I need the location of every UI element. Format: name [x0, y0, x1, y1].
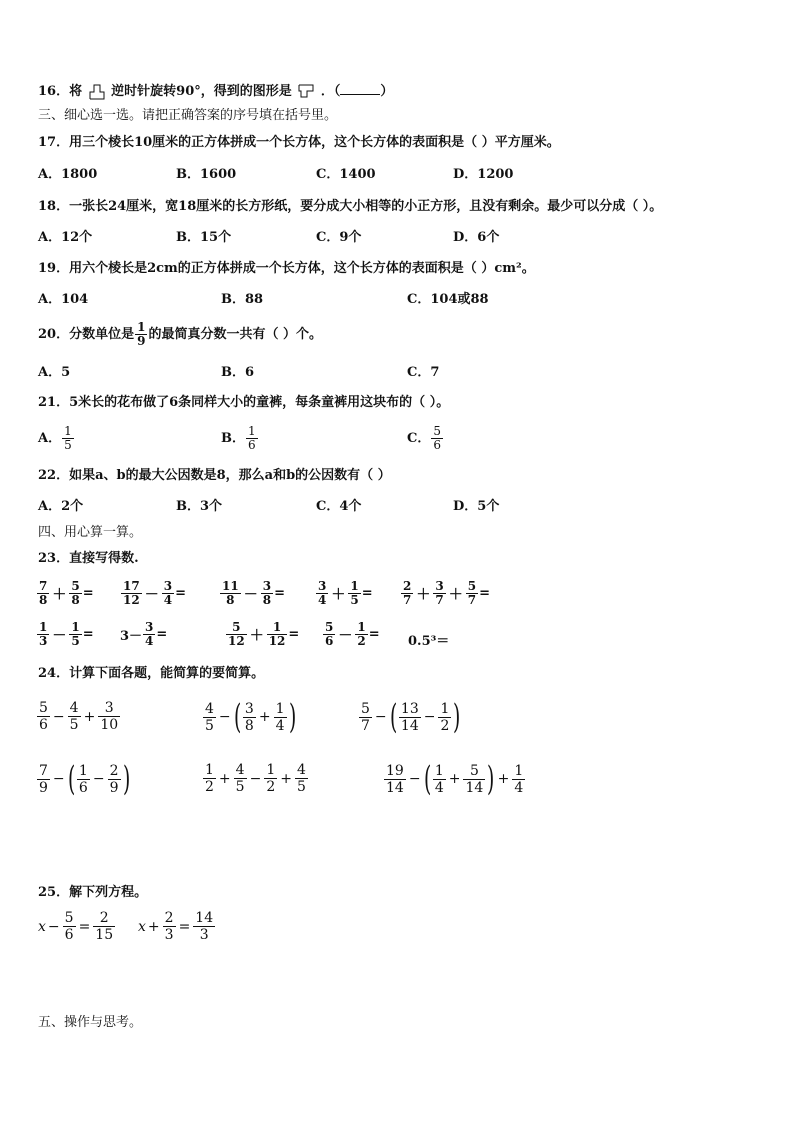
q19-option-a[interactable]: A．104 [38, 292, 89, 307]
q23-expr-3: 11 8 － $\frac{3}{8}$ = [222, 579, 285, 607]
fraction-1-9: $\frac{1}{9}$ [137, 320, 146, 348]
q25-equation-1: x − $\frac{5}{6}$ = $\frac{2}{15}$ [38, 910, 114, 943]
q20-option-a[interactable]: A．5 [38, 365, 71, 380]
section-4-title: 四、用心算一算。 [38, 525, 143, 540]
question-20-stem: 20．分数单位是 $\frac{1}{9}$ 的最简真分数一共有（ ）个。 [38, 320, 322, 348]
q17-option-b[interactable]: B．1600 [176, 167, 237, 182]
q24-expr-2: 4 5 − ( 3 8 + $\frac{1}{4}$ ) [205, 697, 296, 737]
question-17-stem: 17．用三个棱长10厘米的正方体拼成一个长方体，这个长方体的表面积是（ ）平方厘米。 [38, 135, 560, 150]
question-23-stem: 23．直接写得数. [38, 551, 139, 566]
q23-expr-1: 7 8 ＋ $\frac{5}{8}$ = [39, 579, 94, 607]
q23-expr-8: 5 12 ＋ $\frac{1}{12}$ = [228, 620, 300, 648]
q22-option-d[interactable]: D．5个 [453, 499, 500, 514]
q23-expr-9: 5 6 － $\frac{1}{2}$ = [325, 620, 380, 648]
q21-option-a[interactable]: A． $\frac{1}{5}$ [38, 424, 72, 452]
q23-expr-10: 0.5³＝ [408, 634, 450, 649]
q17-option-c[interactable]: C．1400 [316, 167, 376, 182]
question-18-stem: 18．一张长24厘米，宽18厘米的长方形纸，要分成大小相等的小正方形，且没有剩余。最少可以分成（ ）。 [38, 199, 663, 214]
q22-option-a[interactable]: A．2个 [38, 499, 84, 514]
question-16: 16．将 逆时针旋转90°，得到的图形是 ．（ ） [38, 84, 394, 99]
q21-option-b[interactable]: B． $\frac{1}{6}$ [221, 424, 256, 452]
q17-option-a[interactable]: A．1800 [38, 167, 98, 182]
q21-option-c[interactable]: C． $\frac{5}{6}$ [407, 424, 441, 452]
q24-expr-6: 19 14 − ( 1 4 + $\frac{5}{14}$ ) + $\frac{1}{4}$ [386, 759, 524, 799]
q25-equation-2: x + $\frac{2}{3}$ = $\frac{14}{3}$ [138, 910, 214, 943]
q18-option-b[interactable]: B．15个 [176, 230, 232, 245]
q23-expr-7: 3－ $\frac{3}{4}$ = [120, 620, 168, 648]
question-25-stem: 25．解下列方程。 [38, 885, 148, 900]
q24-expr-1: 5 6 − $\frac{4}{5}$ + $\frac{3}{10}$ [39, 700, 119, 733]
q18-option-d[interactable]: D．6个 [453, 230, 500, 245]
q23-expr-2: 17 12 － $\frac{3}{4}$ = [123, 579, 186, 607]
q22-option-c[interactable]: C．4个 [316, 499, 362, 514]
question-21-stem: 21．5米长的花布做了6条同样大小的童裤，每条童裤用这块布的（ ）。 [38, 395, 450, 410]
q24-expr-3: 5 7 − ( 13 14 − $\frac{1}{2}$ ) [361, 697, 461, 737]
q20-option-b[interactable]: B．6 [221, 365, 255, 380]
q19-option-b[interactable]: B．88 [221, 292, 264, 307]
answer-blank[interactable] [340, 82, 380, 95]
q17-option-d[interactable]: D．1200 [453, 167, 514, 182]
section-3-title: 三、细心选一选。请把正确答案的序号填在括号里。 [38, 108, 338, 123]
question-19-stem: 19．用六个棱长是2cm的正方体拼成一个长方体，这个长方体的表面积是（ ）cm²。 [38, 261, 535, 276]
q18-option-a[interactable]: A．12个 [38, 230, 93, 245]
q20-option-c[interactable]: C．7 [407, 365, 440, 380]
q19-option-c[interactable]: C．104或88 [407, 292, 489, 307]
q22-option-b[interactable]: B．3个 [176, 499, 223, 514]
q23-expr-5: 2 7 ＋ 3 7 ＋ $\frac{5}{7}$ = [403, 579, 490, 607]
question-22-stem: 22．如果a、b的最大公因数是8，那么a和b的公因数有（ ） [38, 468, 391, 483]
q23-expr-6: 1 3 － $\frac{1}{5}$ = [39, 620, 94, 648]
q18-option-c[interactable]: C．9个 [316, 230, 362, 245]
section-5-title: 五、操作与思考。 [38, 1015, 143, 1030]
q24-expr-5: 1 2 + $\frac{4}{5}$ − $\frac{1}{2}$ + $\frac{4}{5}$ [205, 762, 306, 795]
original-shape-icon [88, 83, 106, 101]
rotated-shape-icon [297, 83, 315, 101]
question-24-stem: 24．计算下面各题，能简算的要简算。 [38, 666, 265, 681]
q23-expr-4: 3 4 ＋ $\frac{1}{5}$ = [318, 579, 373, 607]
q24-expr-4: 7 9 − ( 1 6 − $\frac{2}{9}$ ) [39, 759, 130, 799]
